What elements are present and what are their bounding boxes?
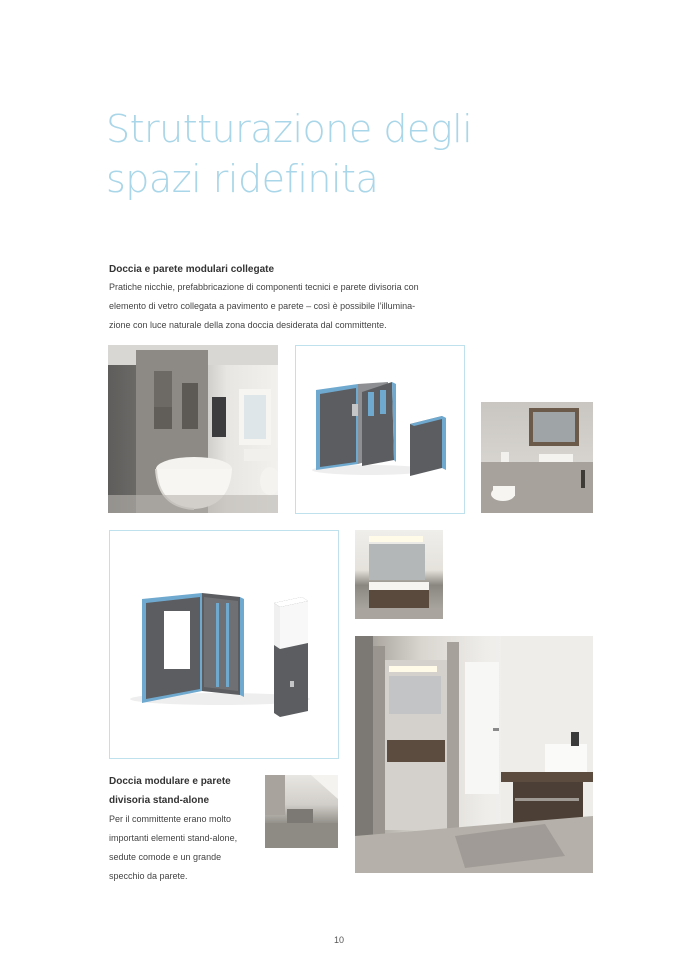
bathroom-large-photo [355,636,593,873]
section-1-line: elemento di vetro collegata a pavimento e parete – così è possibile l’illumina- [109,301,416,311]
section-2-line: specchio da parete. [109,871,188,881]
section-2-heading [109,772,259,810]
bathroom-seat-illustration [265,775,338,848]
bathroom-bathtub-photo [108,345,278,513]
bathroom-vanity-illustration [355,530,443,619]
bathroom-wc-photo [481,402,593,513]
section-2 [109,772,259,886]
section-2-heading-line: Doccia modulare e parete [109,776,231,787]
page-title-line-1: Strutturazione degli [106,107,473,151]
bathroom-wc-illustration [481,402,593,513]
page-number: 10 [333,935,344,945]
bathroom-large-illustration [355,636,593,873]
bathroom-bathtub-illustration [108,345,278,513]
section-1 [109,264,479,335]
section-2-line: sedute comode e un grande [109,852,222,862]
page-title [106,104,586,204]
section-2-heading-line: divisoria stand-alone [109,795,210,806]
page-title-line-2: spazi ridefinita [106,157,379,201]
section-2-line: importanti elementi stand-alone, [109,833,238,843]
bathroom-vanity-photo [355,530,443,619]
shower-module-render [296,346,464,513]
section-1-line: Pratiche nicchie, prefabbricazione di componenti tecnici e parete divisoria con [109,282,419,292]
section-1-heading: Doccia e parete modulari collegate [109,264,275,275]
bathroom-seat-photo [265,775,338,848]
section-2-line: Per il committente erano molto [109,814,232,824]
section-1-line: zione con luce naturale della zona doccia desiderata dal committente. [109,320,387,330]
standalone-module-render-frame [109,530,339,759]
standalone-module-render [110,531,338,758]
section-2-body [109,810,259,886]
shower-module-render-frame [295,345,465,514]
section-1-body [109,278,479,335]
